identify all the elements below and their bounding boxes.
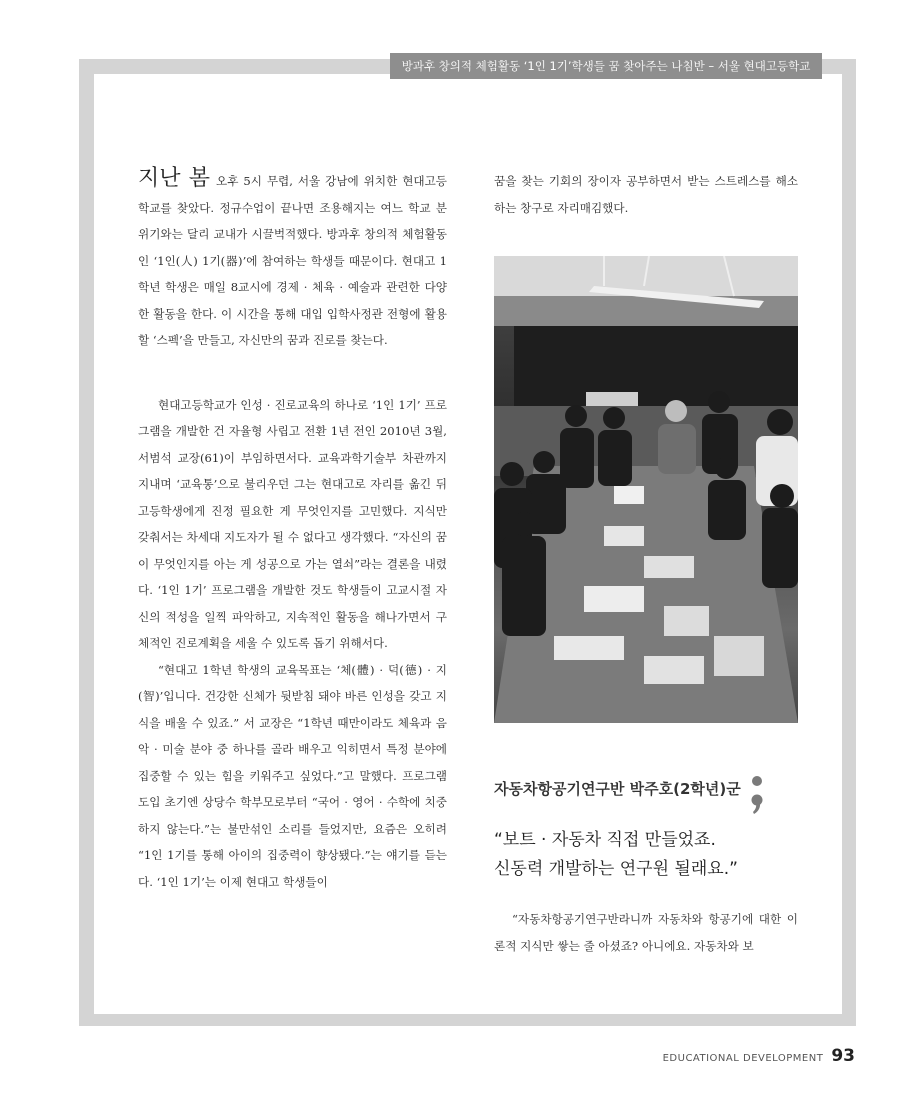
photo-illustration <box>494 256 798 723</box>
students-workshop-photo <box>494 256 798 723</box>
body-paragraph-3: “현대고 1학년 학생의 교육목표는 ‘체(體) · 덕(德) · 지(智)’입니다. 건강한 신체가 뒷받침 돼야 바른 인성을 갖고 지식을 배울 수 있죠.” 서 교장은 “1학년 때만이라도 체육과 음악 · 미술 분야 중 하나를 골라 배우고 익히면서 특정 분야에 집중할 수 있는 힘을 키워주고 싶었다.”고 말했다. 프로그램 도입 초기엔 상당수 학부모로부터 “국어 · 영어 · 수학에 치중하지 않는다.”는 불만섞인 소리를 들었지만, 요즘은 오히려 “1인 1기를 통해 아이의 집중력이 향상됐다.”는 얘기를 듣는다. ‘1인 1기’는 이제 현대고 학생들이 <box>138 662 447 889</box>
pull-quote-line-2: 신동력 개발하는 연구원 될래요.” <box>494 859 738 879</box>
intro-paragraph <box>138 168 447 354</box>
semicolon-ornament-icon <box>744 772 770 816</box>
intro-text: 오후 5시 무렵, 서울 강남에 위치한 현대고등학교를 찾았다. 정규수업이 끝나면 조용해지는 여느 학교 분위기와는 달리 교내가 시끌벅적했다. 방과후 창의적 체험활동인 ‘1인(人) 1기(器)’에 참여하는 학생들 때문이다. 현대고 1학년 학생은 매일 8교시에 경제 · 체육 · 예술과 관련한 다양한 활동을 한다. 이 시간을 통해 대입 입학사정관 전형에 활용할 ‘스펙’을 만들고, 자신만의 꿈과 진로를 찾는다. <box>138 174 448 347</box>
article-left-column <box>138 168 447 895</box>
pull-quote <box>494 826 804 884</box>
pull-quote-line-1: “보트 · 자동차 직접 만들었죠. <box>494 830 716 850</box>
article-right-column <box>494 168 798 221</box>
body-paragraph-2: 현대고등학교가 인성 · 진로교육의 하나로 ‘1인 1기’ 프로그램을 개발한 건 자율형 사립고 전환 1년 전인 2010년 3월, 서범석 교장(61)이 부임하면서다. 교육과학기술부 차관까지 지내며 ‘교육통’으로 불리우던 그는 현대고로 자리를 옮긴 뒤 고등학생에게 진정 필요한 게 무엇인지를 고민했다. 지식만 갖춰서는 차세대 지도자가 될 수 없다고 생각했다. “자신의 꿈이 무엇인지를 아는 게 성공으로 가는 열쇠”라는 결론을 내렸다. ‘1인 1기’ 프로그램을 개발한 것도 학생들이 고교시절 자신의 적성을 일찍 파악하고, 지속적인 활동을 해나가면서 구체적인 진로계획을 세울 수 있도록 돕기 위해서다. <box>138 397 447 650</box>
profile-body-column <box>494 906 798 959</box>
page-number: 93 <box>831 1046 855 1066</box>
header-banner: 방과후 창의적 체험활동 ‘1인 1기’학생들 꿈 찾아주는 나침반 – 서울 현대고등학교 <box>390 53 822 79</box>
lead-word: 지난 봄 <box>138 166 210 191</box>
body-paragraph-4: 꿈을 찾는 기회의 장이자 공부하면서 받는 스트레스를 해소하는 창구로 자리매김했다. <box>494 174 798 215</box>
footer-section-title: EDUCATIONAL DEVELOPMENT <box>662 1053 824 1064</box>
profile-body-paragraph: “자동차항공기연구반라니까 자동차와 항공기에 대한 이론적 지식만 쌓는 줄 아셨죠? 아니에요. 자동차와 보 <box>494 912 798 953</box>
profile-name-heading: 자동차항공기연구반 박주호(2학년)군 <box>494 780 741 798</box>
page-footer <box>663 1046 855 1066</box>
